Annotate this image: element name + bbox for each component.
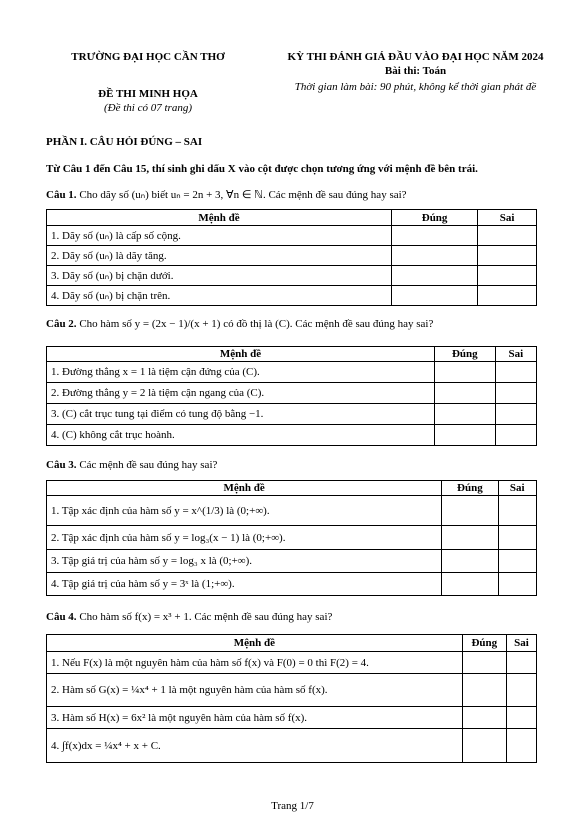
statement-cell: 2. Hàm số G(x) = ¼x⁴ + 1 là một nguyên hàm của hàm số f(x). — [47, 674, 463, 707]
answer-table-1 — [46, 209, 537, 306]
false-cell[interactable] — [498, 550, 536, 573]
false-cell[interactable] — [506, 652, 536, 674]
statement-cell: 3. Dãy số (uₙ) bị chặn dưới. — [47, 266, 392, 286]
false-cell[interactable] — [498, 496, 536, 526]
exam-type: ĐỀ THI MINH HỌA — [98, 88, 198, 100]
false-cell[interactable] — [495, 362, 536, 383]
page-number: Trang 1/7 — [271, 800, 314, 812]
true-cell[interactable] — [442, 496, 498, 526]
true-cell[interactable] — [435, 404, 496, 425]
false-cell[interactable] — [506, 674, 536, 707]
answer-table-2 — [46, 346, 537, 446]
statement-cell: 4. Dãy số (uₙ) bị chặn trên. — [47, 286, 392, 306]
true-cell[interactable] — [462, 652, 506, 674]
statement-cell: 3. Hàm số H(x) = 6x² là một nguyên hàm của hàm số f(x). — [47, 707, 463, 729]
false-cell[interactable] — [495, 425, 536, 446]
header-statement: Mệnh đề — [47, 347, 435, 362]
true-cell[interactable] — [462, 729, 506, 763]
question-label: Câu 4. — [46, 611, 77, 623]
answer-table-3 — [46, 480, 537, 596]
true-cell[interactable] — [442, 526, 498, 550]
question-label: Câu 2. — [46, 318, 77, 330]
pages-note: (Đề thi có 07 trang) — [104, 102, 192, 114]
false-cell[interactable] — [478, 286, 537, 306]
false-cell[interactable] — [478, 246, 537, 266]
question-text: Các mệnh đề sau đúng hay sai? — [79, 459, 218, 471]
header-true: Đúng — [462, 635, 506, 652]
statement-cell: 2. Tập xác định của hàm số y = log₃(x − 1) là (0;+∞). — [47, 526, 442, 550]
false-cell[interactable] — [498, 526, 536, 550]
question-2 — [46, 318, 433, 330]
true-cell[interactable] — [462, 674, 506, 707]
false-cell[interactable] — [495, 404, 536, 425]
header-statement: Mệnh đề — [47, 635, 463, 652]
true-cell[interactable] — [435, 362, 496, 383]
header-true: Đúng — [442, 481, 498, 496]
question-3 — [46, 459, 217, 471]
statement-cell: 2. Đường thẳng y = 2 là tiệm cận ngang của (C). — [47, 383, 435, 404]
school-name: TRƯỜNG ĐẠI HỌC CẦN THƠ — [71, 51, 225, 63]
header-statement: Mệnh đề — [47, 481, 442, 496]
false-cell[interactable] — [495, 383, 536, 404]
statement-cell: 1. Dãy số (uₙ) là cấp số cộng. — [47, 226, 392, 246]
instruction: Từ Câu 1 đến Câu 15, thí sinh ghi dấu X vào cột được chọn tương ứng với mệnh đề bên trái. — [46, 163, 478, 175]
true-cell[interactable] — [435, 425, 496, 446]
answer-table-4 — [46, 634, 537, 763]
false-cell[interactable] — [506, 707, 536, 729]
statement-cell: 4. Tập giá trị của hàm số y = 3ˣ là (1;+∞). — [47, 573, 442, 596]
section-title: PHẦN I. CÂU HỎI ĐÚNG – SAI — [46, 136, 203, 148]
question-1 — [46, 188, 407, 201]
statement-cell: 1. Tập xác định của hàm số y = x^(1/3) là (0;+∞). — [47, 496, 442, 526]
header-false: Sai — [506, 635, 536, 652]
header-false: Sai — [498, 481, 536, 496]
false-cell[interactable] — [478, 226, 537, 246]
header-true: Đúng — [435, 347, 496, 362]
statement-cell: 4. (C) không cắt trục hoành. — [47, 425, 435, 446]
header-left — [38, 50, 258, 115]
statement-cell: 3. (C) cắt trục tung tại điểm có tung độ bằng −1. — [47, 404, 435, 425]
subject: Bài thi: Toán — [384, 65, 447, 77]
question-label: Câu 1. — [46, 189, 77, 201]
statement-cell: 2. Dãy số (uₙ) là dãy tăng. — [47, 246, 392, 266]
true-cell[interactable] — [392, 246, 478, 266]
true-cell[interactable] — [462, 707, 506, 729]
true-cell[interactable] — [392, 226, 478, 246]
true-cell[interactable] — [392, 286, 478, 306]
header-right — [258, 50, 573, 94]
statement-cell: 4. ∫f(x)dx = ¼x⁴ + x + C. — [47, 729, 463, 763]
false-cell[interactable] — [478, 266, 537, 286]
question-text: Cho dãy số (uₙ) biết uₙ = 2n + 3, ∀n ∈ ℕ. Các mệnh đề sau đúng hay sai? — [79, 189, 407, 201]
question-label: Câu 3. — [46, 459, 77, 471]
true-cell[interactable] — [392, 266, 478, 286]
statement-cell: 1. Nếu F(x) là một nguyên hàm của hàm số f(x) và F(0) = 0 thì F(2) = 4. — [47, 652, 463, 674]
header-statement: Mệnh đề — [47, 210, 392, 226]
question-text: Cho hàm số f(x) = x³ + 1. Các mệnh đề sau đúng hay sai? — [79, 611, 333, 623]
statement-cell: 3. Tập giá trị của hàm số y = log₃ x là (0;+∞). — [47, 550, 442, 573]
true-cell[interactable] — [435, 383, 496, 404]
exam-time: Thời gian làm bài: 90 phút, không kể thời gian phát đề — [294, 81, 537, 93]
header-true: Đúng — [392, 210, 478, 226]
false-cell[interactable] — [506, 729, 536, 763]
header-false: Sai — [495, 347, 536, 362]
statement-cell: 1. Đường thẳng x = 1 là tiệm cận đứng của (C). — [47, 362, 435, 383]
question-4 — [46, 611, 332, 623]
true-cell[interactable] — [442, 573, 498, 596]
question-text: Cho hàm số y = (2x − 1)/(x + 1) có đồ thị là (C). Các mệnh đề sau đúng hay sai? — [79, 318, 434, 330]
header-false: Sai — [478, 210, 537, 226]
false-cell[interactable] — [498, 573, 536, 596]
exam-title: KỲ THI ĐÁNH GIÁ ĐẦU VÀO ĐẠI HỌC NĂM 2024 — [287, 51, 544, 63]
true-cell[interactable] — [442, 550, 498, 573]
